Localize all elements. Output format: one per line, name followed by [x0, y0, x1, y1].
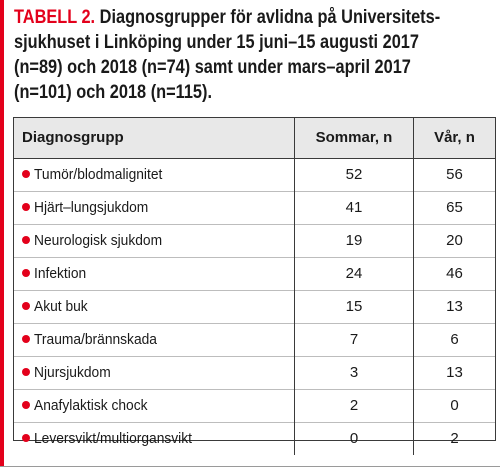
header-spring: Vår, n: [414, 118, 496, 158]
summer-count-cell: 19: [295, 224, 414, 257]
table-label: TABELL 2.: [14, 7, 96, 28]
summer-count-cell: 2: [295, 389, 414, 422]
header-summer: Sommar, n: [295, 118, 414, 158]
diagnosis-group-label: Trauma/brännskada: [34, 331, 157, 348]
table-row: [14, 224, 495, 257]
spring-count-cell: 65: [414, 191, 496, 224]
summer-count-cell: 24: [295, 257, 414, 290]
diagnosis-group-label: Hjärt–lungsjukdom: [34, 199, 149, 216]
spring-count-cell: 13: [414, 290, 496, 323]
spring-count-cell: 2: [414, 422, 496, 455]
caption-line-1: [14, 5, 441, 30]
summer-count-cell: 15: [295, 290, 414, 323]
spring-count-cell: 20: [414, 224, 496, 257]
red-bullet-icon: [22, 236, 30, 244]
summer-count-cell: 41: [295, 191, 414, 224]
diagnosis-group-cell: [14, 191, 295, 224]
diagnosis-group-label: Njursjukdom: [34, 364, 111, 381]
diagnosis-group-label: Neurologisk sjukdom: [34, 232, 163, 249]
red-bullet-icon: [22, 203, 30, 211]
table-caption: [14, 5, 441, 105]
diagnosis-group-cell: [14, 290, 295, 323]
red-bullet-icon: [22, 368, 30, 376]
caption-line-3: (n=89) och 2018 (n=74) samt under mars–april 2017: [14, 57, 411, 78]
spring-count-cell: 6: [414, 323, 496, 356]
spring-count-cell: 46: [414, 257, 496, 290]
red-bullet-icon: [22, 401, 30, 409]
summer-count-cell: 0: [295, 422, 414, 455]
diagnosis-group-cell: [14, 224, 295, 257]
red-bullet-icon: [22, 269, 30, 277]
red-bullet-icon: [22, 434, 30, 442]
diagnosis-group-label: Akut buk: [34, 298, 88, 315]
red-bullet-icon: [22, 302, 30, 310]
diagnosis-group-label: Infektion: [34, 265, 87, 282]
bottom-divider: [0, 466, 500, 467]
diagnosis-group-cell: [14, 389, 295, 422]
diagnosis-table: [13, 117, 496, 447]
table-row: [14, 323, 495, 356]
red-bullet-icon: [22, 170, 30, 178]
header-diagnosis-group: Diagnosgrupp: [14, 118, 295, 158]
caption-line-2: sjukhuset i Linköping under 15 juni–15 augusti 2017: [14, 32, 419, 53]
caption-text-1: Diagnosgrupper för avlidna på Universitets-: [99, 7, 441, 28]
diagnosis-group-label: Leversvikt/multiorgansvikt: [34, 430, 192, 447]
accent-bar: [0, 0, 4, 466]
spring-count-cell: 56: [414, 158, 496, 191]
spring-count-cell: 13: [414, 356, 496, 389]
diagnosis-group-cell: [14, 356, 295, 389]
summer-count-cell: 7: [295, 323, 414, 356]
table-row: [14, 356, 495, 389]
table-row: [14, 389, 495, 422]
diagnosis-group-label: Tumör/blodmalignitet: [34, 166, 163, 183]
spring-count-cell: 0: [414, 389, 496, 422]
diagnosis-group-cell: [14, 422, 295, 455]
table-row: [14, 191, 495, 224]
table-row: [14, 422, 495, 455]
summer-count-cell: 3: [295, 356, 414, 389]
table-row: [14, 257, 495, 290]
diagnosis-group-label: Anafylaktisk chock: [34, 397, 148, 414]
table-header-row: [14, 118, 495, 158]
caption-line-4: (n=101) och 2018 (n=115).: [14, 82, 213, 103]
table-row: [14, 158, 495, 191]
diagnosis-group-cell: [14, 323, 295, 356]
diagnosis-group-cell: [14, 257, 295, 290]
red-bullet-icon: [22, 335, 30, 343]
summer-count-cell: 52: [295, 158, 414, 191]
diagnosis-group-cell: [14, 158, 295, 191]
table-row: [14, 290, 495, 323]
